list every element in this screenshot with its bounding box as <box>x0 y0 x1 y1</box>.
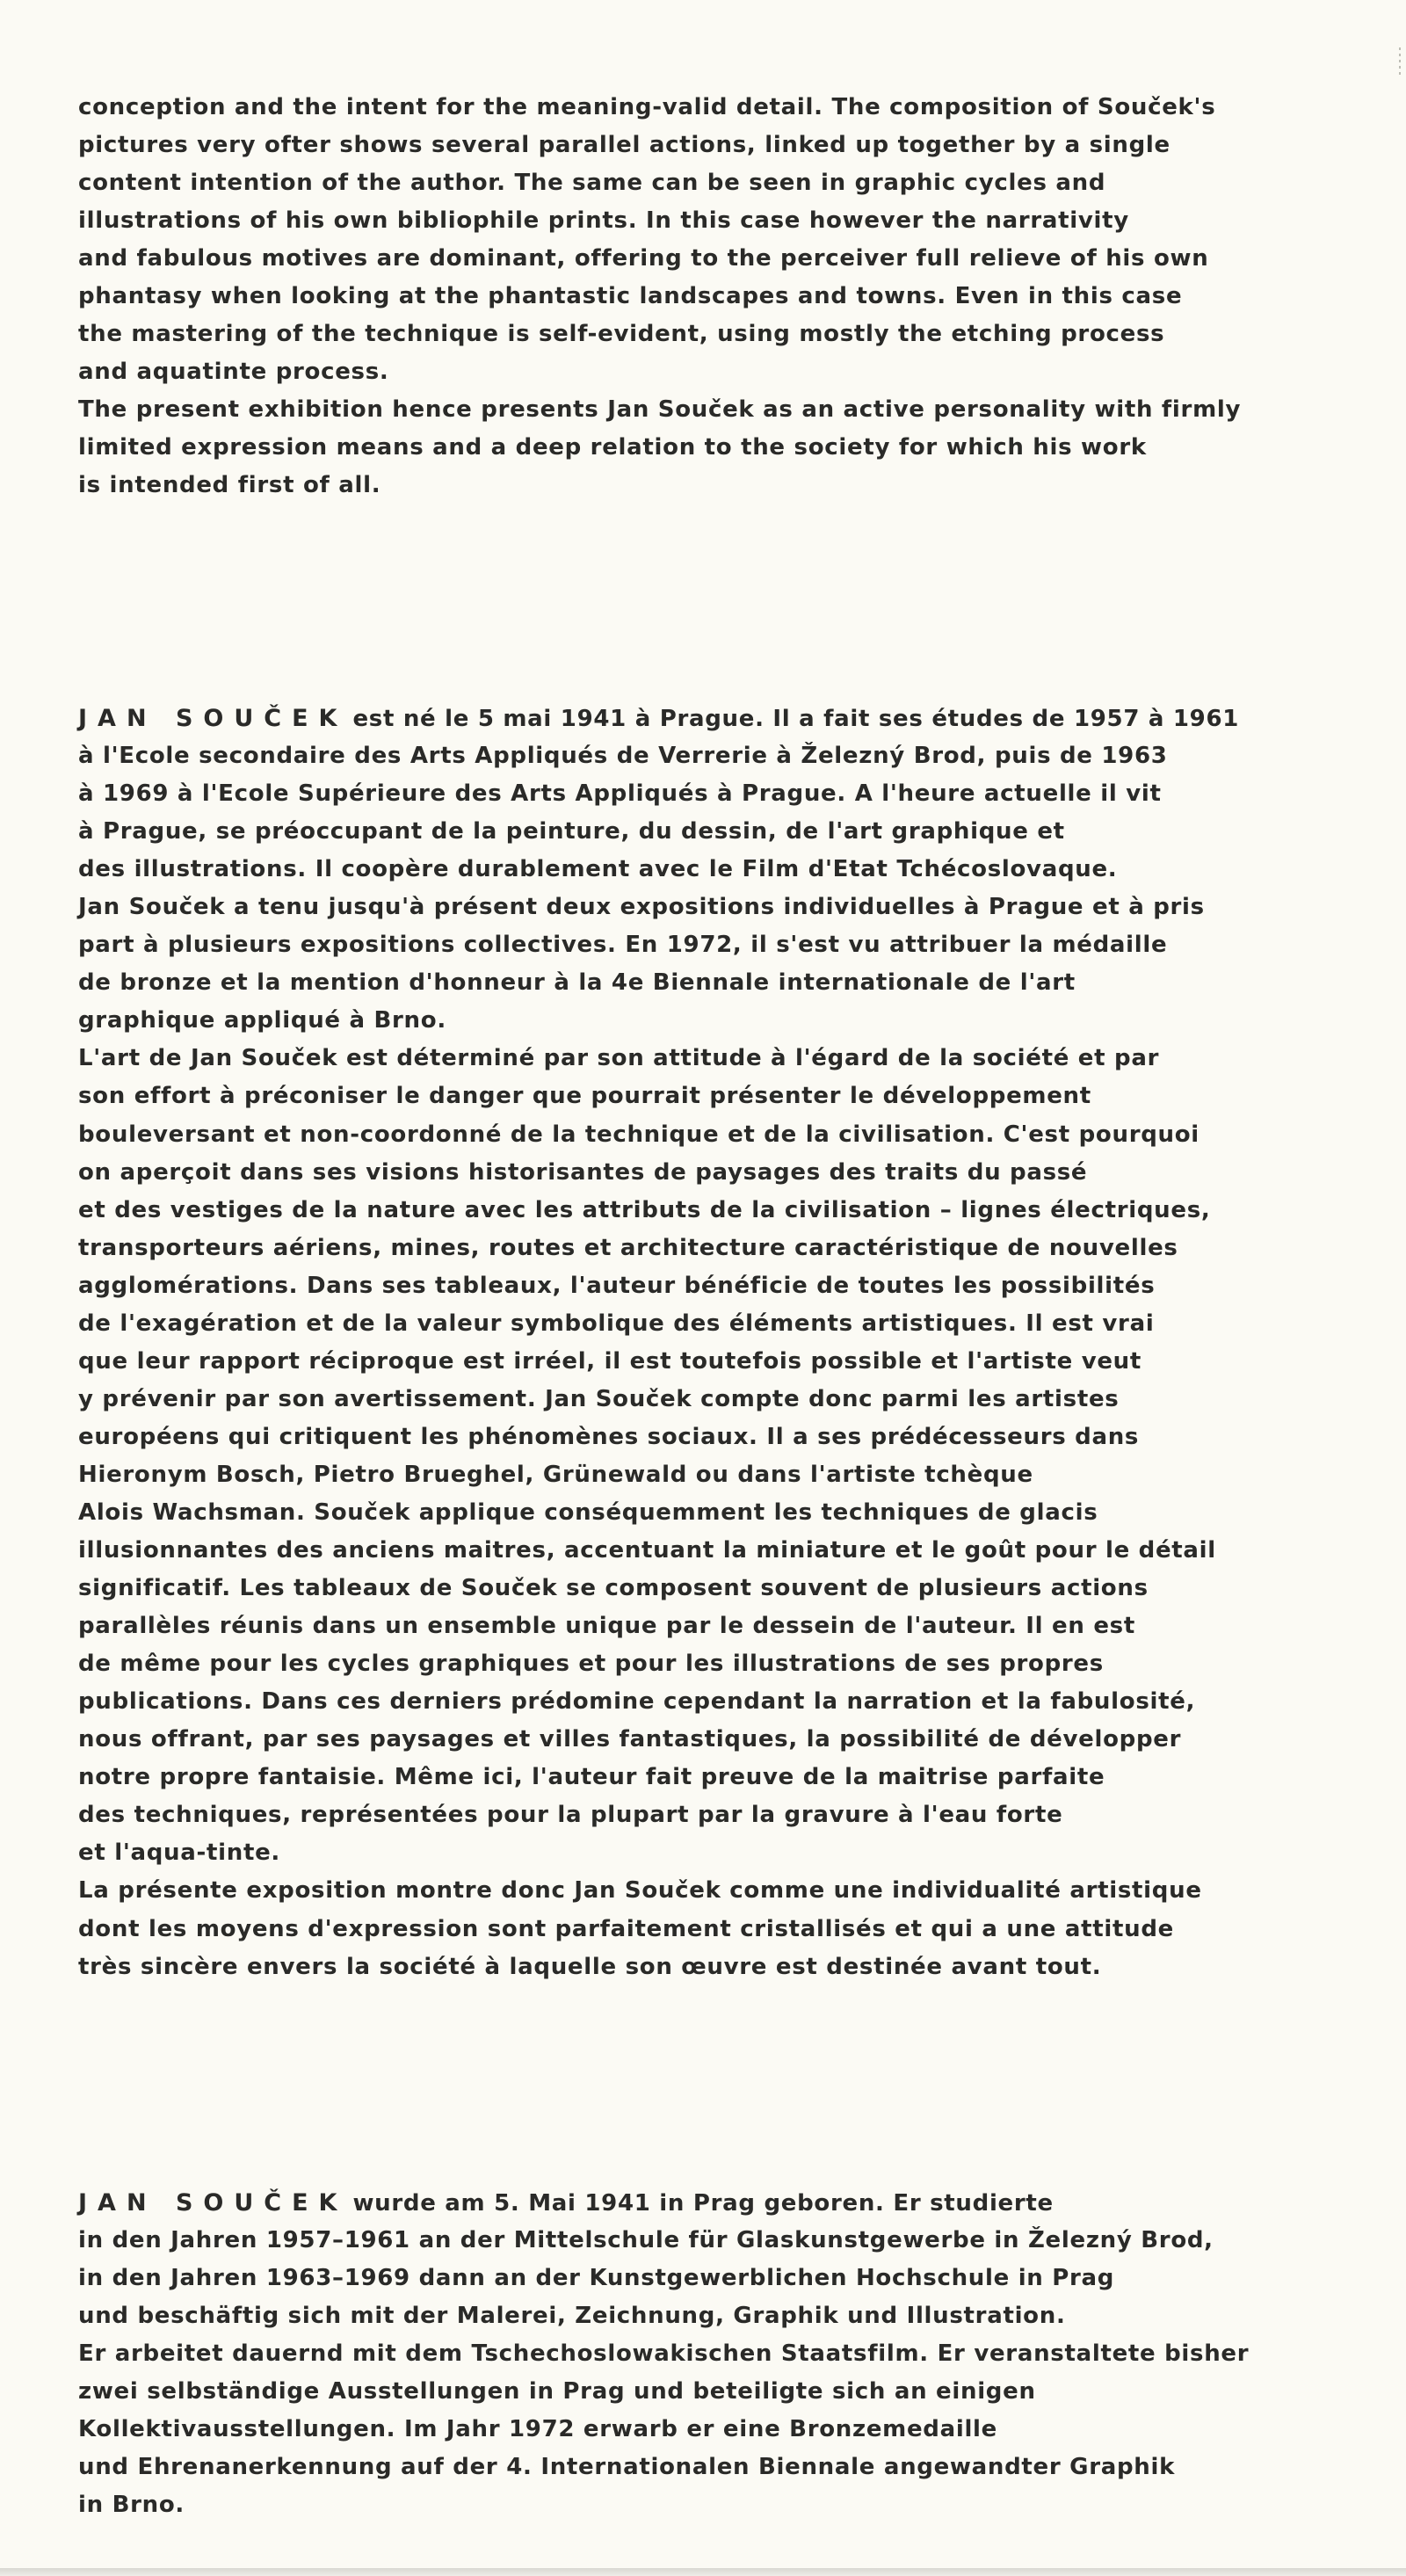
english-text-line: content intention of the author. The same can be seen in graphic cycles and <box>78 170 1106 197</box>
french-text-line: que leur rapport réciproque est irréel, il est toutefois possible et l'artiste veut <box>78 1347 1142 1375</box>
french-text-line: dont les moyens d'expression sont parfaitement cristallisés et qui a une attitude <box>78 1915 1174 1942</box>
english-text-line: phantasy when looking at the phantastic landscapes and towns. Even in this case <box>78 283 1183 310</box>
french-first-line <box>78 700 1239 737</box>
french-text-line: notre propre fantaisie. Même ici, l'auteur fait preuve de la maitrise parfaite <box>78 1764 1105 1791</box>
german-first-line-text: wurde am 5. Mai 1941 in Prag geboren. Er studierte <box>352 2190 1054 2217</box>
french-first-line-text: est né le 5 mai 1941 à Prague. Il a fait ses études de 1957 à 1961 <box>352 706 1240 732</box>
french-text-line: parallèles réunis dans un ensemble unique par le dessein de l'auteur. Il en est <box>78 1613 1135 1640</box>
english-text-line: limited expression means and a deep relation to the society for which his work <box>78 434 1147 461</box>
english-text-line: the mastering of the technique is self-evident, using mostly the etching process <box>78 321 1165 348</box>
french-text-line: bouleversant et non-coordonné de la technique et de la civilisation. C'est pourquoi <box>78 1121 1199 1148</box>
french-text-line: graphique appliqué à Brno. <box>78 1007 446 1034</box>
french-text-section <box>78 700 1239 1986</box>
french-text-line: Hieronym Bosch, Pietro Brueghel, Grünewald ou dans l'artiste tchèque <box>78 1461 1033 1488</box>
french-text-line: L'art de Jan Souček est déterminé par son attitude à l'égard de la société et par <box>78 1045 1160 1072</box>
french-text-line: agglomérations. Dans ses tableaux, l'auteur bénéficie de toutes les possibilités <box>78 1272 1156 1299</box>
french-text-line: à 1969 à l'Ecole Supérieure des Arts Appliqués à Prague. A l'heure actuelle il vit <box>78 780 1162 808</box>
german-text-line: zwei selbständige Ausstellungen in Prag und beteiligte sich an einigen <box>78 2378 1036 2405</box>
german-text-line: Er arbeitet dauernd mit dem Tschechoslowakischen Staatsfilm. Er veranstaltete bisher <box>78 2340 1250 2368</box>
french-text-line: part à plusieurs expositions collectives. En 1972, il s'est vu attribuer la médaille <box>78 932 1168 959</box>
french-text-line: son effort à préconiser le danger que pourrait présenter le développement <box>78 1083 1091 1110</box>
french-text-line: européens qui critiquent les phénomènes sociaux. Il a ses prédécesseurs dans <box>78 1423 1140 1450</box>
french-text-line: des illustrations. Il coopère durablement avec le Film d'Etat Tchécoslovaque. <box>78 856 1118 883</box>
german-text-line: in den Jahren 1963–1969 dann an der Kunstgewerblichen Hochschule in Prag <box>78 2265 1115 2292</box>
french-text-line: transporteurs aériens, mines, routes et architecture caractéristique de nouvelles <box>78 1234 1178 1261</box>
french-text-line: très sincère envers la société à laquelle son œuvre est destinée avant tout. <box>78 1953 1102 1980</box>
french-text-line: et des vestiges de la nature avec les attributs de la civilisation – lignes électriques, <box>78 1196 1211 1223</box>
german-text-line: in Brno. <box>78 2492 185 2519</box>
english-text-section <box>78 89 1241 505</box>
french-text-line: illusionnantes des anciens maitres, accentuant la miniature et le goût pour le détail <box>78 1537 1216 1564</box>
artist-name-heading: JAN SOUČEK <box>78 705 348 732</box>
french-text-line: des techniques, représentées pour la plupart par la gravure à l'eau forte <box>78 1802 1063 1829</box>
german-text-line: in den Jahren 1957–1961 an der Mittelschule für Glaskunstgewerbe in Železný Brod, <box>78 2227 1214 2254</box>
french-text-line: publications. Dans ces derniers prédomine cependant la narration et la fabulosité, <box>78 1688 1196 1716</box>
french-text-line: on aperçoit dans ses visions historisantes de paysages des traits du passé <box>78 1158 1088 1186</box>
french-text-line: de bronze et la mention d'honneur à la 4e Biennale internationale de l'art <box>78 969 1076 997</box>
english-text-line: and fabulous motives are dominant, offering to the perceiver full relieve of his own <box>78 245 1209 272</box>
french-text-line: à l'Ecole secondaire des Arts Appliqués de Verrerie à Železný Brod, puis de 1963 <box>78 743 1168 770</box>
french-text-line: y prévenir par son avertissement. Jan Souček compte donc parmi les artistes <box>78 1385 1120 1412</box>
english-text-line: is intended first of all. <box>78 472 381 499</box>
german-text-line: und Ehrenanerkennung auf der 4. Internationalen Biennale angewandter Graphik <box>78 2454 1176 2481</box>
french-text-line: La présente exposition montre donc Jan Souček comme une individualité artistique <box>78 1877 1202 1905</box>
english-text-line: The present exhibition hence presents Jan Souček as an active personality with firmly <box>78 396 1242 424</box>
french-text-line: et l'aqua-tinte. <box>78 1839 280 1867</box>
english-text-line: illustrations of his own bibliophile prints. In this case however the narrativity <box>78 207 1129 235</box>
french-text-line: nous offrant, par ses paysages et villes fantastiques, la possibilité de développer <box>78 1726 1182 1753</box>
german-first-line <box>78 2184 1249 2222</box>
french-text-line: Jan Souček a tenu jusqu'à présent deux expositions individuelles à Prague et à pris <box>78 894 1205 921</box>
french-text-line: significatif. Les tableaux de Souček se composent souvent de plusieurs actions <box>78 1575 1149 1602</box>
english-text-line: conception and the intent for the meaning-valid detail. The composition of Souček's <box>78 94 1216 120</box>
french-text-line: Alois Wachsman. Souček applique conséquemment les techniques de glacis <box>78 1498 1098 1526</box>
german-text-line: und beschäftig sich mit der Malerei, Zeichnung, Graphik und Illustration. <box>78 2303 1066 2330</box>
english-text-line: and aquatinte process. <box>78 359 389 386</box>
artist-name-heading: JAN SOUČEK <box>78 2189 348 2217</box>
scan-edge-marks <box>1399 47 1401 76</box>
french-text-line: de même pour les cycles graphiques et pour les illustrations de ses propres <box>78 1651 1104 1678</box>
german-text-line: Kollektivausstellungen. Im Jahr 1972 erwarb er eine Bronzemedaille <box>78 2416 998 2443</box>
page-bottom-edge <box>0 2568 1406 2576</box>
french-text-line: à Prague, se préoccupant de la peinture, du dessin, de l'art graphique et <box>78 818 1065 845</box>
french-text-line: de l'exagération et de la valeur symbolique des éléments artistiques. Il est vrai <box>78 1310 1155 1337</box>
english-text-line: pictures very ofter shows several parallel actions, linked up together by a single <box>78 132 1170 159</box>
german-text-section <box>78 2184 1249 2524</box>
